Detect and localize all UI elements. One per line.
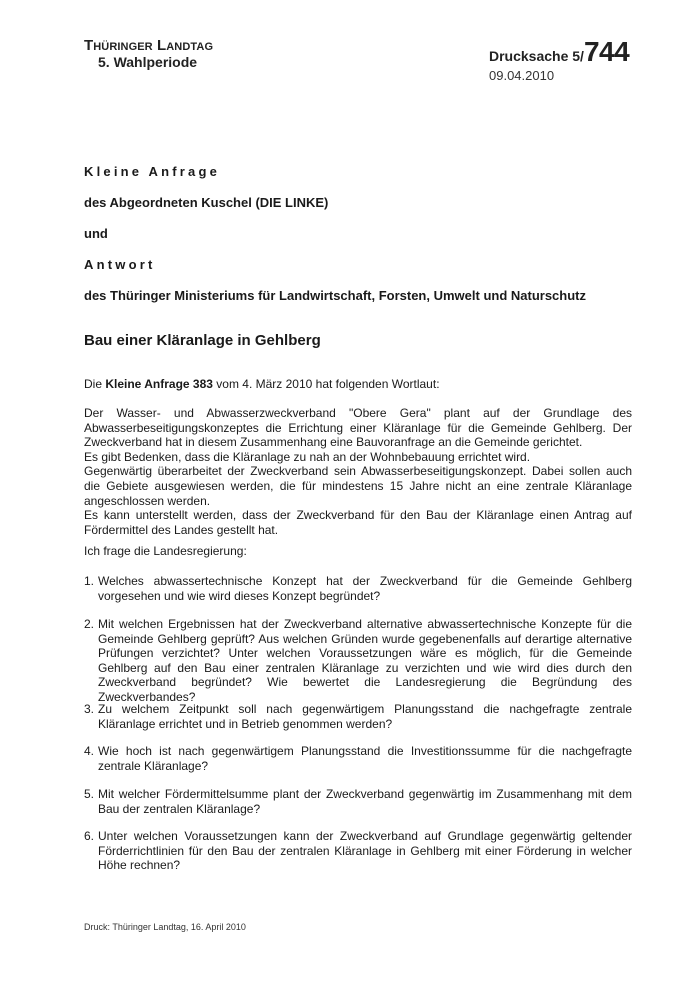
question-number: 3. bbox=[84, 702, 95, 716]
legislative-period: 5. Wahlperiode bbox=[98, 54, 198, 70]
drucksache-number: 744 bbox=[583, 36, 630, 67]
question-item bbox=[84, 574, 632, 603]
body-text bbox=[84, 406, 632, 537]
wortlaut-suffix: vom 4. März 2010 hat folgenden Wortlaut: bbox=[212, 377, 440, 391]
antwort-heading: Antwort bbox=[84, 257, 156, 272]
wortlaut-prefix: Die bbox=[84, 377, 106, 391]
question-item bbox=[84, 787, 632, 816]
body-paragraph: Es kann unterstellt werden, dass der Zweckverband für den Bau der Kläranlage einen Antrag auf Fördermittel des Landes gestellt hat. bbox=[84, 508, 632, 537]
question-text: Welches abwassertechnische Konzept hat der Zweckverband für die Gemeinde Gehlberg vorgesehen und wie wird dieses Konzept begründet? bbox=[98, 574, 632, 603]
question-text: Zu welchem Zeitpunkt soll nach gegenwärtigem Planungsstand die nachgefragte zentrale Kläranlage errichtet und in Betrieb genommen werden? bbox=[98, 702, 632, 731]
body-paragraph: Gegenwärtig überarbeitet der Zweckverband sein Abwasserbeseitigungskonzept. Dabei sollen auch die Gebiete ausgewiesen werden, die für mindestens 15 Jahre nicht an eine zentrale Kläranlage angeschlossen werden. bbox=[84, 464, 632, 508]
question-text: Wie hoch ist nach gegenwärtigem Planungsstand die Investitionssumme für die nachgefragte zentrale Kläranlage? bbox=[98, 744, 632, 773]
anfrage-number: Kleine Anfrage 383 bbox=[105, 377, 213, 391]
wortlaut-line bbox=[84, 377, 632, 392]
question-item bbox=[84, 829, 632, 873]
drucksache-line bbox=[489, 38, 629, 71]
print-footer: Druck: Thüringer Landtag, 16. April 2010 bbox=[84, 922, 246, 932]
parliament-name: Thüringer Landtag bbox=[84, 37, 214, 54]
body-paragraph: Es gibt Bedenken, dass die Kläranlage zu nah an der Wohnbebauung errichtet wird. bbox=[84, 449, 531, 464]
drucksache-block bbox=[489, 38, 629, 83]
body-paragraph: Der Wasser- und Abwasserzweckverband "Obere Gera" plant auf der Grundlage des Abwasserbeseitigungskonzeptes die Errichtung einer Kläranlage für die Gemeinde Gehlberg. Der Zweckverband hat in diesem Zusammenhang eine Bauvoranfrage an die Gemeinde gerichtet. bbox=[84, 406, 632, 450]
question-number: 6. bbox=[84, 829, 95, 843]
und-line: und bbox=[84, 226, 108, 241]
question-text: Unter welchen Voraussetzungen kann der Zweckverband auf Grundlage gegenwärtig geltender Förderrichtlinien für den Bau der zentralen Kläranlage in Gehlberg mit einer Förderung in welcher Höhe rechnen? bbox=[98, 829, 632, 873]
document-date: 09.04.2010 bbox=[489, 68, 555, 83]
parliament-header bbox=[84, 38, 213, 70]
question-number: 5. bbox=[84, 787, 95, 801]
question-number: 1. bbox=[84, 574, 95, 588]
question-item bbox=[84, 702, 632, 731]
question-number: 4. bbox=[84, 744, 95, 758]
abgeordneter-line: des Abgeordneten Kuschel (DIE LINKE) bbox=[84, 195, 329, 210]
document-title: Bau einer Kläranlage in Gehlberg bbox=[84, 332, 321, 349]
question-item bbox=[84, 744, 632, 773]
ministerium-line: des Thüringer Ministeriums für Landwirtschaft, Forsten, Umwelt und Naturschutz bbox=[84, 288, 586, 303]
question-item bbox=[84, 617, 632, 705]
kleine-anfrage-heading: Kleine Anfrage bbox=[84, 164, 221, 179]
drucksache-label: Drucksache 5/ bbox=[489, 48, 584, 64]
frage-intro: Ich frage die Landesregierung: bbox=[84, 544, 247, 558]
question-number: 2. bbox=[84, 617, 95, 631]
question-text: Mit welcher Fördermittelsumme plant der Zweckverband gegenwärtig im Zusammenhang mit dem Bau der zentralen Kläranlage? bbox=[98, 787, 632, 816]
question-text: Mit welchen Ergebnissen hat der Zweckverband alternative abwassertechnische Konzepte für die Gemeinde Gehlberg geprüft? Aus welchen Gründen wurde gegebenenfalls auf derartige alternative Prüfungen verzichtet? Unter welchen Voraussetzungen wäre es möglich, für die Gemeinde Gehlberg auf den Bau einer zentralen Kläranlage zu verzichten und wie wird dies durch den Zweckverband begründet? Wie bewertet die Landesregierung die Begründung des Zweckverbandes? bbox=[98, 617, 632, 704]
